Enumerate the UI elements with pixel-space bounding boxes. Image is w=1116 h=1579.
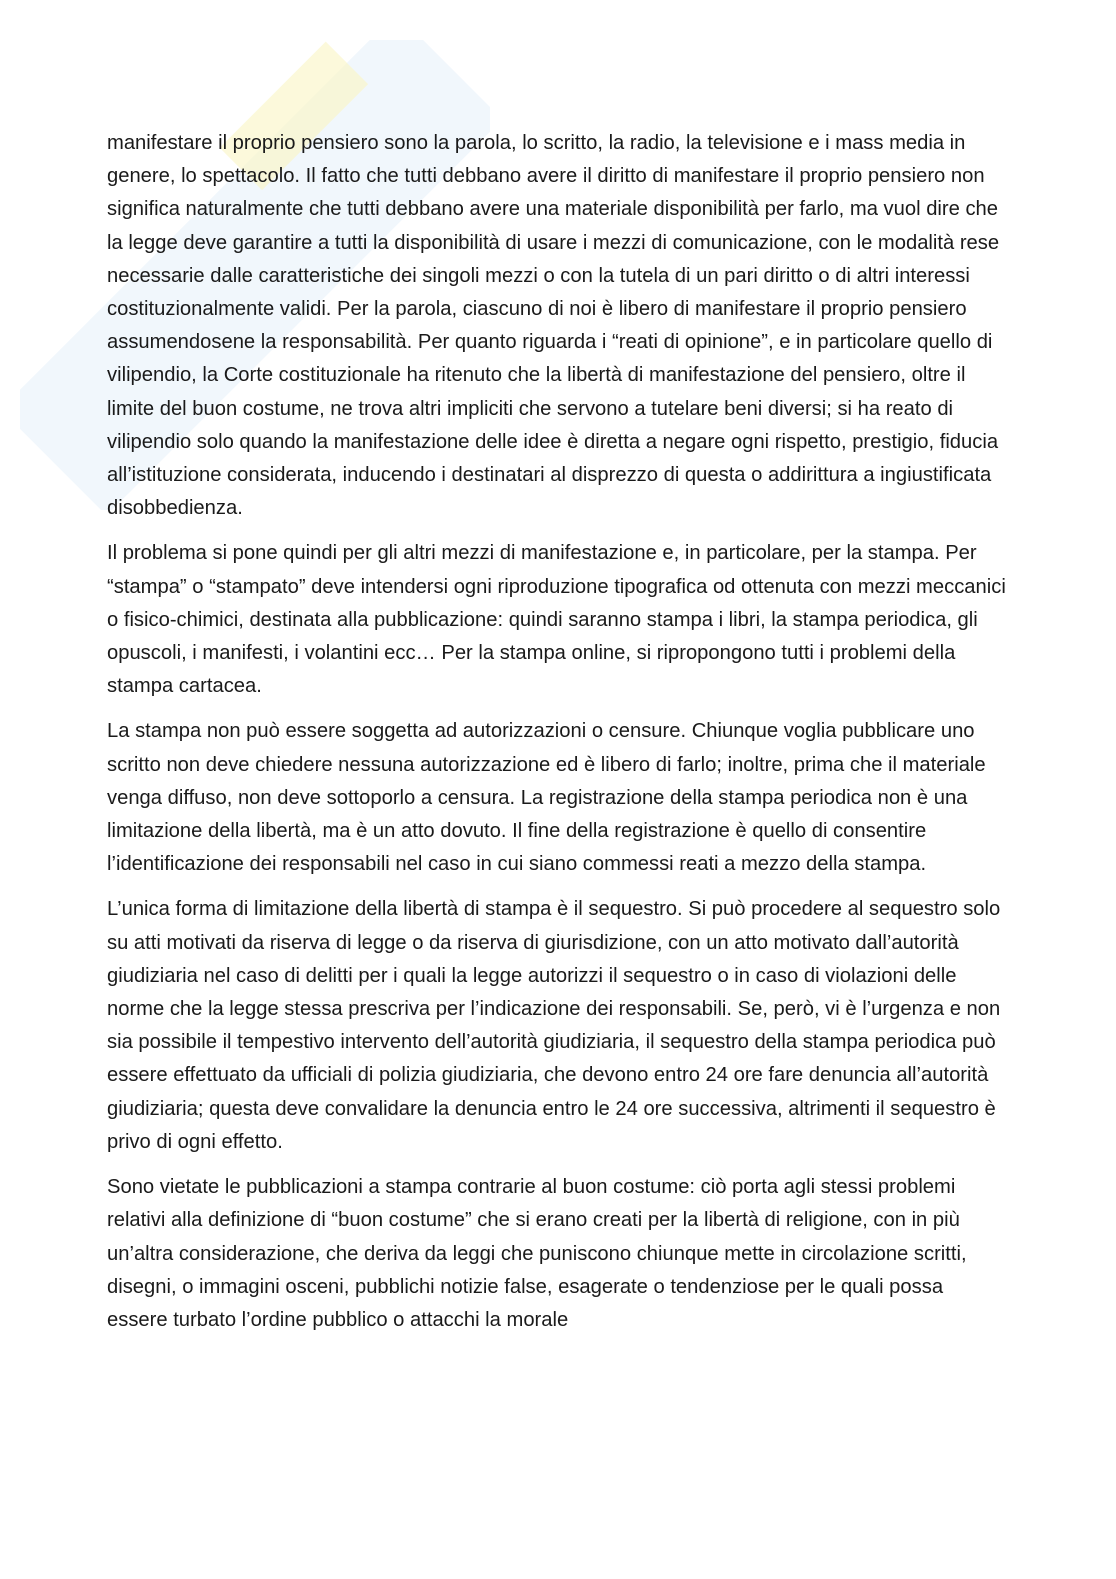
paragraph-4: L’unica forma di limitazione della libertà di stampa è il sequestro. Si può procedere al sequestro solo su atti motivati da riserva di legge o da riserva di giurisdizione, con un atto motivato dall’autorità giudiziaria nel caso di delitti per i quali la legge autorizzi il sequestro o in caso di violazioni delle norme che la legge stessa prescriva per l’indicazione dei responsabili. Se, però, vi è l’urgenza e non sia possibile il tempestivo intervento dell’autorità giudiziaria, il sequestro della stampa periodica può essere effettuato da ufficiali di polizia giudiziaria, che devono entro 24 ore fare denuncia all’autorità giudiziaria; questa deve convalidare la denuncia entro le 24 ore successiva, altrimenti il sequestro è privo di ogni effetto. — [107, 898, 1001, 1153]
paragraph-3: La stampa non può essere soggetta ad autorizzazioni o censure. Chiunque voglia pubblicare uno scritto non deve chiedere nessuna autorizzazione ed è libero di farlo; inoltre, prima che il materiale venga diffuso, non deve sottoporlo a censura. La registrazione della stampa periodica non è una limitazione della libertà, ma è un atto dovuto. Il fine della registrazione è quello di consentire l’identificazione dei responsabili nel caso in cui siano commessi reati a mezzo della stampa. — [107, 720, 986, 876]
paragraph-1: manifestare il proprio pensiero sono la parola, lo scritto, la radio, la televisione e i mass media in genere, lo spettacolo. Il fatto che tutti debbano avere il diritto di manifestare il proprio pensiero non significa naturalmente che tutti debbano avere una materiale disponibilità per farlo, ma vuol dire che la legge deve garantire a tutti la disponibilità di usare i mezzi di comunicazione, con le modalità rese necessarie dalle caratteristiche dei singoli mezzi o con la tutela di un pari diritto o di altri interessi costituzionalmente validi. Per la parola, ciascuno di noi è libero di manifestare il proprio pensiero assumendosene la responsabilità. Per quanto riguarda i “reati di opinione”, e in particolare quello di vilipendio, la Corte costituzionale ha ritenuto che la libertà di manifestazione del pensiero, oltre il limite del buon costume, ne trova altri impliciti che servono a tutelare beni diversi; si ha reato di vilipendio solo quando la manifestazione delle idee è diretta a negare ogni rispetto, prestigio, fiducia all’istituzione considerata, inducendo i destinatari al disprezzo di questa o addirittura a ingiustificata disobbedienza. — [107, 132, 1000, 520]
paragraph-5: Sono vietate le pubblicazioni a stampa contrarie al buon costume: ciò porta agli stessi problemi relativi alla definizione di “buon costume” che si erano creati per la libertà di religione, con in più un’altra considerazione, che deriva da leggi che puniscono chiunque mette in circolazione scritti, disegni, o immagini osceni, pubblichi notizie false, esagerate o tendenziose per le quali possa essere turbato l’ordine pubblico o attacchi la morale — [107, 1176, 967, 1331]
document-body — [107, 127, 1007, 1349]
paragraph-2: Il problema si pone quindi per gli altri mezzi di manifestazione e, in particolare, per la stampa. Per “stampa” o “stampato” deve intendersi ogni riproduzione tipografica od ottenuta con mezzi meccanici o fisico-chimici, destinata alla pubblicazione: quindi saranno stampa i libri, la stampa periodica, gli opuscoli, i manifesti, i volantini ecc… Per la stampa online, si ripropongono tutti i problemi della stampa cartacea. — [107, 542, 1006, 698]
